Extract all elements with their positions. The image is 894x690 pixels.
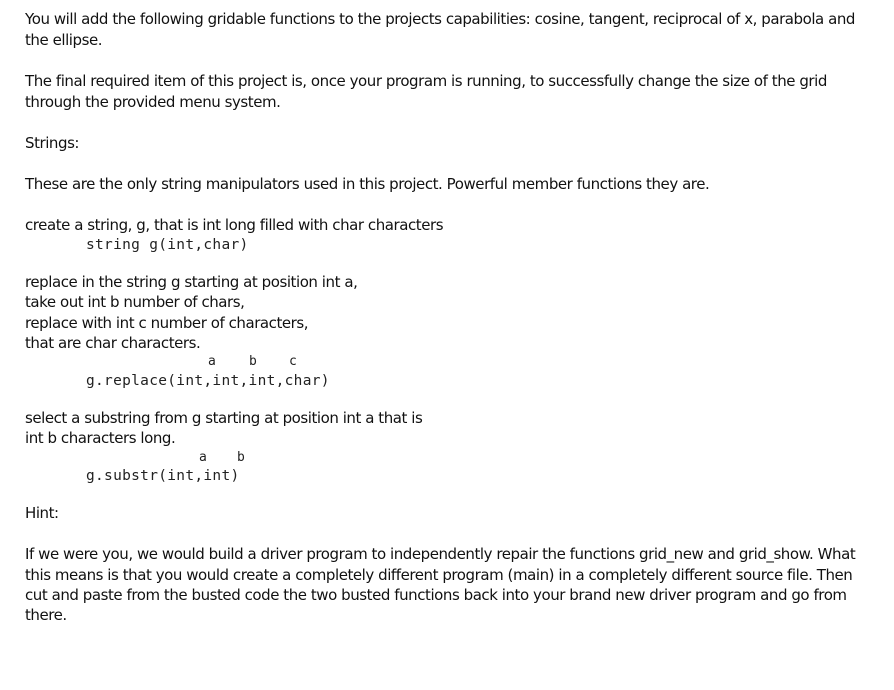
hint-line-3: cut and paste from the busted code the two busted functions back into your brand new driver program and go from (25, 586, 847, 604)
final-item-line-2: through the provided menu system. (25, 93, 281, 111)
intro-line-2: the ellipse. (25, 31, 103, 49)
substr-line-2: int b characters long. (25, 429, 176, 447)
replace-label-b: b (249, 354, 257, 369)
strings-intro: These are the only string manipulators used in this project. Powerful member functions they are. (25, 175, 710, 193)
replace-label-c: c (289, 354, 297, 369)
substr-label-b: b (237, 450, 245, 465)
replace-line-3: replace with int c number of characters, (25, 314, 309, 332)
replace-line-2: take out int b number of chars, (25, 293, 245, 311)
hint-line-2: this means is that you would create a completely different program (main) in a completely different source file. Then (25, 566, 853, 584)
final-item-line-1: The final required item of this project is, once your program is running, to successfully change the size of the grid (25, 72, 827, 90)
hint-heading: Hint: (25, 504, 59, 522)
replace-code: g.replace(int,int,int,char) (86, 373, 330, 389)
replace-line-4: that are char characters. (25, 334, 201, 352)
substr-line-1: select a substring from g starting at position int a that is (25, 409, 423, 427)
hint-line-4: there. (25, 606, 67, 624)
substr-label-a: a (199, 450, 207, 465)
create-code: string g(int,char) (86, 237, 249, 253)
intro-line-1: You will add the following gridable functions to the projects capabilities: cosine, tangent, reciprocal of x, parabola and (25, 10, 855, 28)
substr-code: g.substr(int,int) (86, 468, 240, 484)
replace-line-1: replace in the string g starting at position int a, (25, 273, 358, 291)
replace-label-a: a (208, 354, 216, 369)
strings-heading: Strings: (25, 134, 80, 152)
create-description: create a string, g, that is int long filled with char characters (25, 216, 444, 234)
hint-line-1: If we were you, we would build a driver program to independently repair the functions grid_new and grid_show. What (25, 545, 856, 563)
